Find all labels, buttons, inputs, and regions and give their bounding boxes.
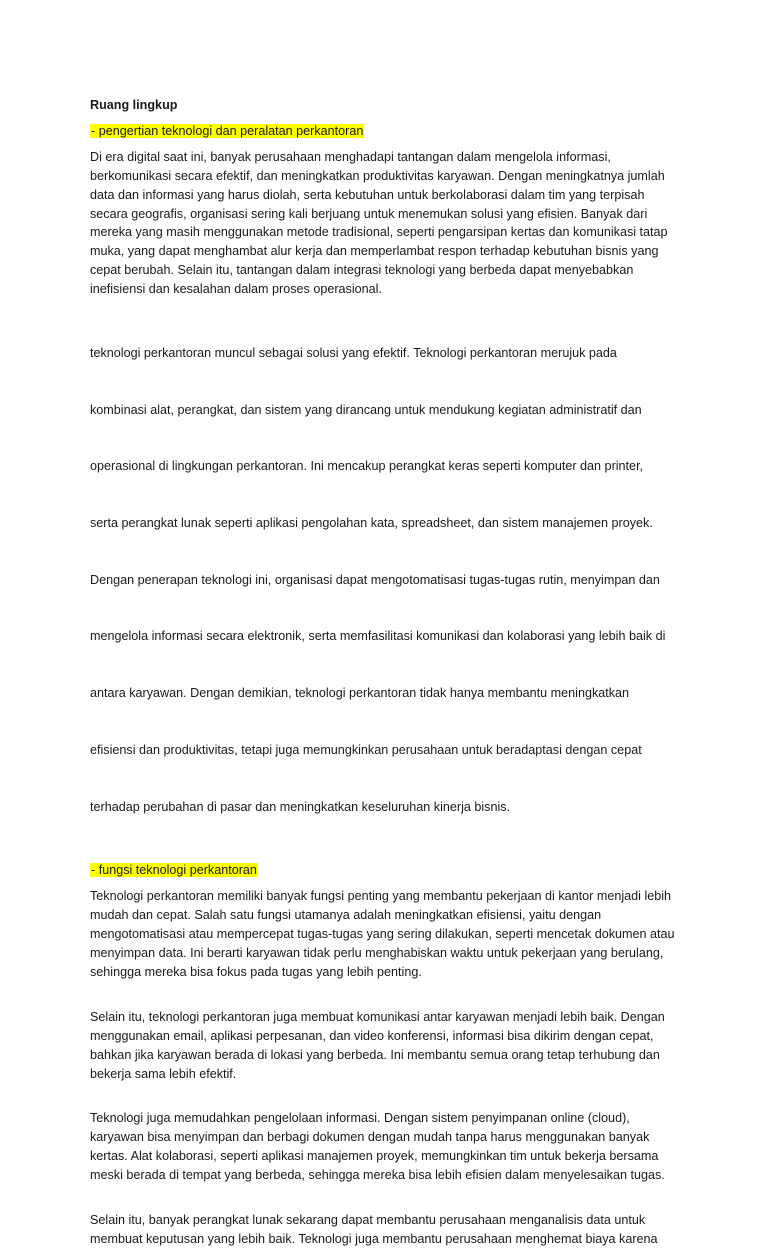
text-line: berkomunikasi secara efektif, dan meningkatkan produktivitas karyawan. Dengan meningkatnya jumlah <box>90 168 665 183</box>
paragraph <box>90 1211 680 1249</box>
text-line: terhadap perubahan di pasar dan meningkatkan keseluruhan kinerja bisnis. <box>90 799 511 814</box>
text-line: data dan informasi yang harus diolah, serta kebutuhan untuk berkolaborasi dalam tim yang terpisah <box>90 187 645 202</box>
text-line: mereka yang masih menggunakan metode tradisional, seperti pengarsipan kertas dan komunikasi tatap <box>90 225 668 240</box>
paragraph <box>90 1109 680 1185</box>
text-line: Selain itu, teknologi perkantoran juga membuat komunikasi antar karyawan menjadi lebih baik. Dengan <box>90 1009 665 1024</box>
text-line: teknologi perkantoran muncul sebagai solusi yang efektif. Teknologi perkantoran merujuk pada <box>90 345 617 360</box>
text-line: bahkan jika karyawan berada di lokasi yang berbeda. Ini membantu semua orang tetap terhubung dan <box>90 1047 660 1062</box>
text-line: sehingga mereka bisa fokus pada tugas yang lebih penting. <box>90 964 422 979</box>
paragraph <box>90 887 680 982</box>
section-heading-pengertian <box>90 122 680 141</box>
text-line: operasional di lingkungan perkantoran. Ini mencakup perangkat keras seperti komputer dan printer, <box>90 459 644 474</box>
text-line: Teknologi juga memudahkan pengelolaan informasi. Dengan sistem penyimpanan online (cloud), <box>90 1111 630 1126</box>
text-line: membuat keputusan yang lebih baik. Teknologi juga membantu perusahaan menghemat biaya karena <box>90 1231 658 1246</box>
text-line: Selain itu, banyak perangkat lunak sekarang dapat membantu perusahaan menganalisis data untuk <box>90 1213 646 1228</box>
paragraph <box>90 306 680 854</box>
text-line: karyawan bisa menyimpan dan berbagi dokumen dengan mudah tanpa harus menggunakan banyak <box>90 1130 650 1145</box>
text-line: Dengan penerapan teknologi ini, organisasi dapat mengotomatisasi tugas-tugas rutin, menyimpan dan <box>90 572 660 587</box>
text-line: mudah dan cepat. Salah satu fungsi utamanya adalah meningkatkan efisiensi, yaitu dengan <box>90 908 602 923</box>
text-line: mengotomatisasi atau mempercepat tugas-tugas yang sering dilakukan, seperti mencetak dokumen atau <box>90 927 675 942</box>
text-line: mengelola informasi secara elektronik, serta memfasilitasi komunikasi dan kolaborasi yang lebih baik di <box>90 629 666 644</box>
paragraph <box>90 148 680 299</box>
text-line: muka, yang dapat menghambat alur kerja dan memperlambat respon terhadap kebutuhan bisnis yang <box>90 244 659 259</box>
highlighted-heading-text: - pengertian teknologi dan peralatan perkantoran <box>91 123 364 138</box>
text-line: kertas. Alat kolaborasi, seperti aplikasi manajemen proyek, memungkinkan tim untuk bekerja bersama <box>90 1149 659 1164</box>
text-line: cepat berubah. Selain itu, tantangan dalam integrasi teknologi yang berbeda dapat menyebabkan <box>90 263 634 278</box>
text-line: meski berada di tempat yang berbeda, sehingga mereka bisa lebih efisien dalam menyelesaikan tugas. <box>90 1168 665 1183</box>
text-line: Di era digital saat ini, banyak perusahaan menghadapi tantangan dalam mengelola informasi, <box>90 149 611 164</box>
text-line: secara geografis, organisasi sering kali berjuang untuk menemukan solusi yang efisien. Banyak dari <box>90 206 648 221</box>
text-line: bekerja sama lebih efektif. <box>90 1066 237 1081</box>
text-line: menyimpan data. Ini berarti karyawan tidak perlu menghabiskan waktu untuk pekerjaan yang berulang, <box>90 945 664 960</box>
text-line: serta perangkat lunak seperti aplikasi pengolahan kata, spreadsheet, dan sistem manajemen proyek. <box>90 516 653 531</box>
text-line: menggunakan email, aplikasi perpesanan, dan video konferensi, informasi bisa dikirim dengan cepat, <box>90 1028 654 1043</box>
text-line: inefisiensi dan kesalahan dalam proses operasional. <box>90 282 382 297</box>
paragraph <box>90 1008 680 1084</box>
document-title: Ruang lingkup <box>90 98 178 112</box>
text-line: Teknologi perkantoran memiliki banyak fungsi penting yang membantu pekerjaan di kantor menjadi lebih <box>90 889 672 904</box>
text-line: antara karyawan. Dengan demikian, teknologi perkantoran tidak hanya membantu meningkatkan <box>90 686 630 701</box>
text-line: efisiensi dan produktivitas, tetapi juga memungkinkan perusahaan untuk beradaptasi dengan cepat <box>90 742 642 757</box>
text-line: kombinasi alat, perangkat, dan sistem yang dirancang untuk mendukung kegiatan administratif dan <box>90 402 642 417</box>
highlighted-heading-text: - fungsi teknologi perkantoran <box>91 863 257 878</box>
section-heading-fungsi <box>90 861 680 880</box>
